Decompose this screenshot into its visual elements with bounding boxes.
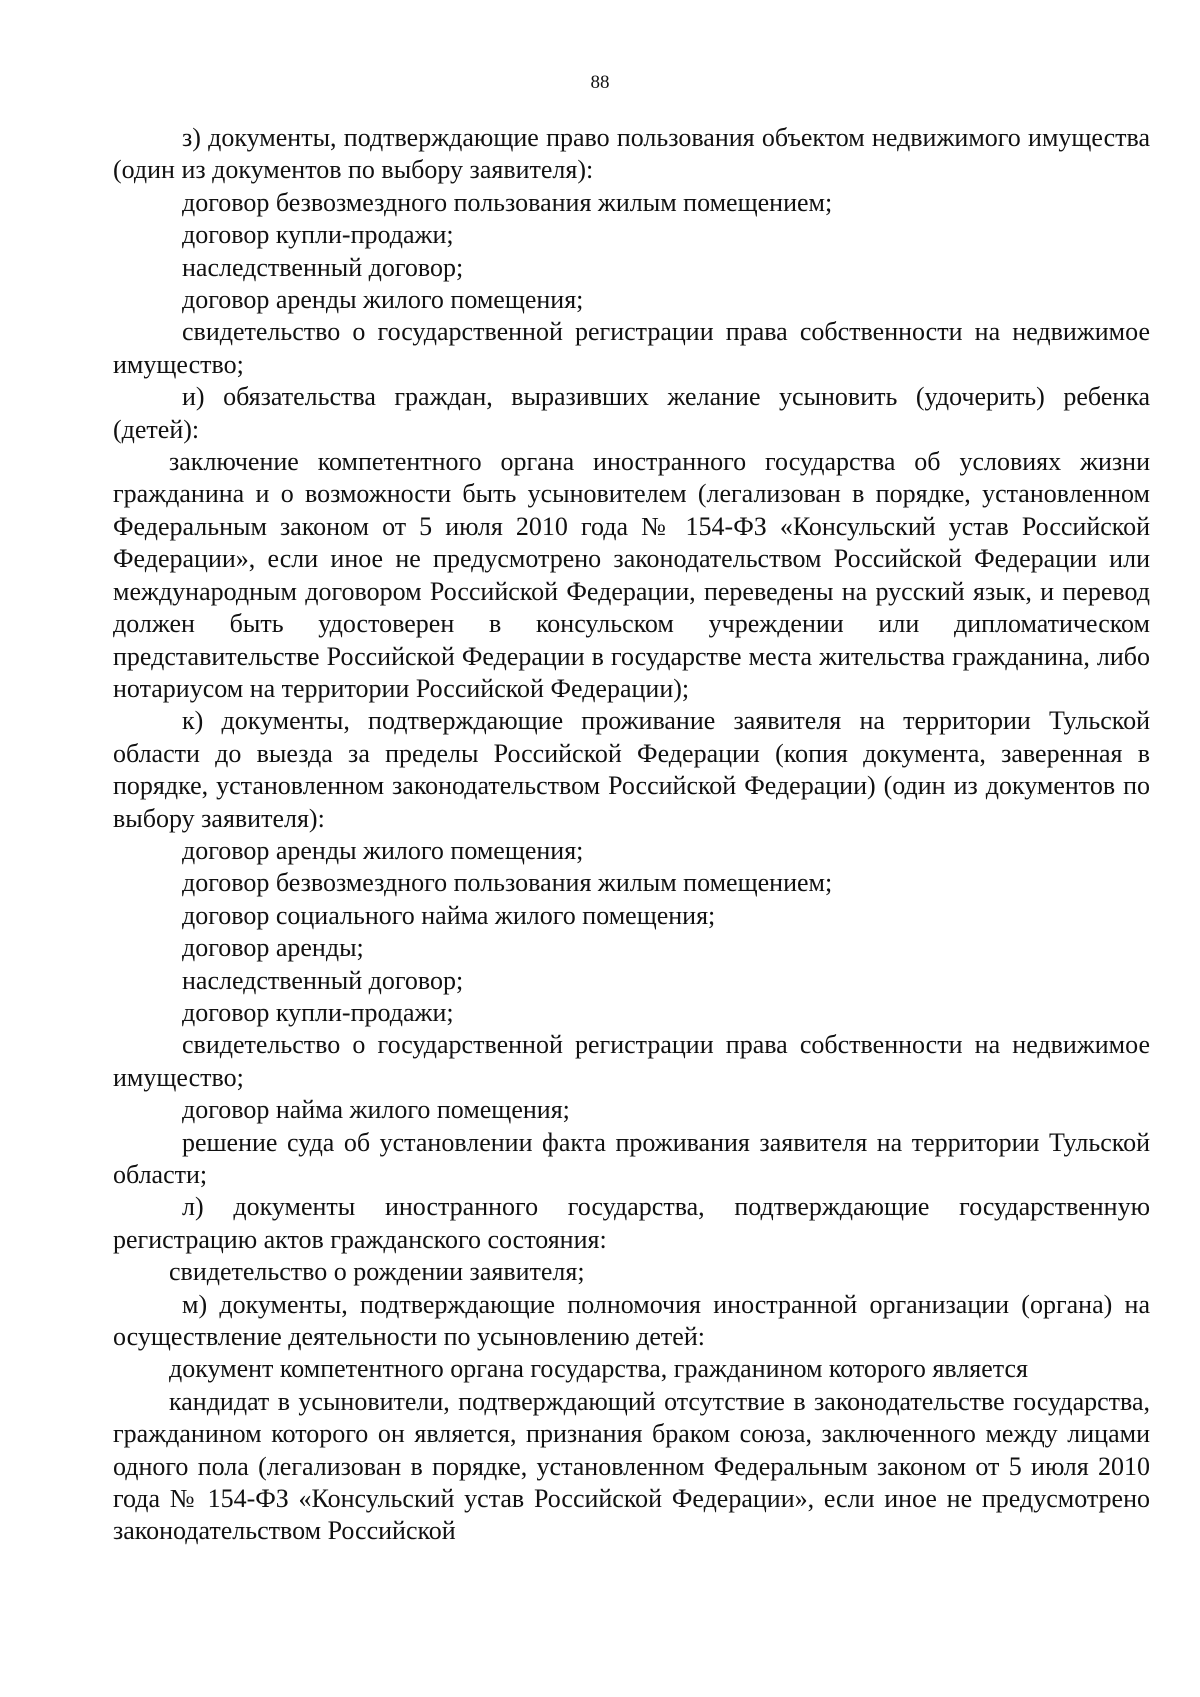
section-m-doc-line: документ компетентного органа государства, гражданином которого является [169,1354,1028,1384]
section-k-lease: договор найма жилого помещения; [182,1095,570,1125]
section-l-item: свидетельство о рождении заявителя; [169,1257,585,1287]
document-body [113,122,1150,1548]
section-m-continuation: кандидат в усыновители, подтверждающий отсутствие в законодательстве государства, гражданином которого он является, признания браком союза, заключенного между лицами одного пола (легализован в порядке, установленном Федеральным законом от 5 июля 2010 года № 154-ФЗ «Консульский устав Российской Федерации», если иное не предусмотрено законодательством Российской [113,1386,1150,1546]
section-k-intro: к) документы, подтверждающие проживание заявителя на территории Тульской области до выезда за пределы Российской Федерации (копия документа, заверенная в порядке, установленном законодательством Российской Федерации) (один из документов по выбору заявителя): [113,706,1150,833]
section-k-item: наследственный договор; [182,965,464,995]
page-number: 88 [590,72,610,93]
section-k-item: договор социального найма жилого помещения; [182,900,716,930]
section-k-item: договор аренды жилого помещения; [182,835,584,865]
section-i-intro: и) обязательства граждан, выразивших желание усыновить (удочерить) ребенка (детей): [113,382,1150,444]
section-z-intro: з) документы, подтверждающие право пользования объектом недвижимого имущества (один из документов по выбору заявителя): [113,123,1150,185]
section-z-item: наследственный договор; [182,252,464,282]
section-z-item: договор аренды жилого помещения; [182,285,584,315]
section-i-conclusion: заключение компетентного органа иностранного государства об условиях жизни гражданина и о возможности быть усыновителем (легализован в порядке, установленном Федеральным законом от 5 июля 2010 года № 154-ФЗ «Консульский устав Российской Федерации», если иное не предусмотрено законодательством Российской Федерации или международным договором Российской Федерации, переведены на русский язык, и перевод должен быть удостоверен в консульском учреждении или дипломатическом представительстве Российской Федерации в государстве места жительства гражданина, либо нотариусом на территории Российской Федерации); [113,447,1150,703]
section-k-court: решение суда об установлении факта проживания заявителя на территории Тульской области; [113,1127,1150,1189]
section-k-item: договор аренды; [182,933,364,963]
section-k-item: договор безвозмездного пользования жилым помещением; [182,868,833,898]
section-z-item: договор купли-продажи; [182,220,454,250]
section-z-item: договор безвозмездного пользования жилым помещением; [182,187,833,217]
section-k-item: договор купли-продажи; [182,997,454,1027]
section-m-intro: м) документы, подтверждающие полномочия иностранной организации (органа) на осуществление деятельности по усыновлению детей: [113,1289,1150,1352]
section-z-certificate: свидетельство о государственной регистрации права собственности на недвижимое имущество; [113,317,1150,379]
section-k-certificate: свидетельство о государственной регистрации права собственности на недвижимое имущество; [113,1030,1150,1092]
section-l-intro: л) документы иностранного государства, подтверждающие государственную регистрацию актов гражданского состояния: [113,1192,1150,1254]
